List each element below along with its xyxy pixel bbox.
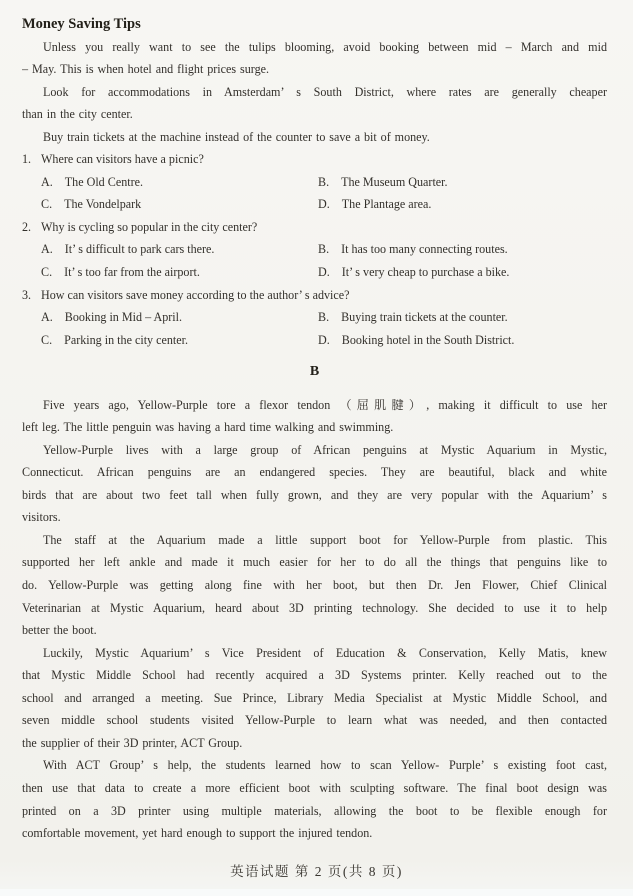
paragraph-line: comfortable movement, yet hard enough to support the injured tendon. <box>22 826 373 841</box>
question-number: 2. <box>22 219 32 234</box>
tips-heading: Money Saving Tips <box>22 16 141 32</box>
options-row <box>22 171 607 194</box>
options-row <box>22 238 607 261</box>
section-b-heading: B <box>309 364 320 380</box>
option-label: C. <box>41 264 53 279</box>
option-label: C. <box>41 332 53 347</box>
option-d <box>318 193 607 216</box>
option-text: The Vondelpark <box>64 197 142 212</box>
option-text: It’ s very cheap to purchase a bike. <box>341 264 510 279</box>
option-d <box>318 329 607 352</box>
paragraph-line: left leg. The little penguin was having a hard time walking and swimming. <box>22 420 394 435</box>
option-label: C. <box>41 197 53 212</box>
option-b <box>318 171 607 194</box>
question-2 <box>22 216 607 239</box>
option-label: D. <box>318 332 330 347</box>
paragraph-line: better the boot. <box>22 623 97 638</box>
options-row <box>22 306 607 329</box>
paragraph-line: printed on a 3D printer using multiple materials, allowing the boot to be flexible enough for <box>22 803 607 818</box>
option-text: It has too many connecting routes. <box>341 242 508 257</box>
options-row <box>22 329 607 352</box>
option-label: B. <box>318 242 330 257</box>
option-label: B. <box>318 174 330 189</box>
paragraph-line: Unless you really want to see the tulips blooming, avoid booking between mid – March and mid <box>43 39 607 54</box>
option-text: It’ s too far from the airport. <box>64 264 200 279</box>
option-c <box>41 329 318 352</box>
option-label: D. <box>318 197 330 212</box>
option-text: Booking in Mid – April. <box>64 310 183 325</box>
paragraph-line: school and arranged a meeting. Sue Prince, Library Media Specialist at Mystic Middle School, and <box>22 690 607 705</box>
paragraph-line: than in the city center. <box>22 107 133 122</box>
paragraph-line: that Mystic Middle School had recently acquired a 3D Systems printer. Kelly reached out to the <box>22 668 607 683</box>
option-text: It’ s difficult to park cars there. <box>64 242 215 257</box>
option-a <box>41 238 318 261</box>
question-text: Why is cycling so popular in the city center? <box>41 219 258 234</box>
paragraph-line: Luckily, Mystic Aquarium’ s Vice President of Education & Conservation, Kelly Matis, knew <box>43 645 607 660</box>
paragraph-line: Look for accommodations in Amsterdam’ s South District, where rates are generally cheaper <box>43 84 607 99</box>
page-footer: 英语试题 第 2 页(共 8 页) <box>230 864 403 879</box>
option-text: The Old Centre. <box>64 174 144 189</box>
paragraph-line: The staff at the Aquarium made a little support boot for Yellow-Purple from plastic. This <box>43 532 607 547</box>
options-row <box>22 193 607 216</box>
option-b <box>318 306 607 329</box>
option-label: A. <box>41 174 53 189</box>
option-a <box>41 306 318 329</box>
option-b <box>318 238 607 261</box>
paragraph-line: Buy train tickets at the machine instead of the counter to save a bit of money. <box>43 129 430 144</box>
paragraph-line: Veterinarian at Mystic Aquarium, heard about 3D printing technology. She decided to use it to help <box>22 600 607 615</box>
option-a <box>41 171 318 194</box>
paragraph-line: birds that are about two feet tall when fully grown, and they are very popular with the Aquarium’ s <box>22 487 607 502</box>
option-label: B. <box>318 310 330 325</box>
option-text: The Plantage area. <box>341 197 432 212</box>
paragraph-line: then use that data to create a more efficient boot with sculpting software. The final boot design was <box>22 780 607 795</box>
paragraph-line: the supplier of their 3D printer, ACT Group. <box>22 735 243 750</box>
option-c <box>41 261 318 284</box>
option-text: Buying train tickets at the counter. <box>341 310 508 325</box>
option-label: D. <box>318 264 330 279</box>
question-1 <box>22 148 607 171</box>
option-label: A. <box>41 310 53 325</box>
option-d <box>318 261 607 284</box>
scan-bottom-edge <box>0 889 633 896</box>
question-text: How can visitors save money according to the author’ s advice? <box>41 287 350 302</box>
option-text: Booking hotel in the South District. <box>341 332 515 347</box>
option-c <box>41 193 318 216</box>
option-text: Parking in the city center. <box>64 332 189 347</box>
paragraph-line: supported her left ankle and made it much easier for her to do all the things that penguins like to <box>22 555 607 570</box>
paragraph-line: Connecticut. African penguins are an endangered species. They are beautiful, black and white <box>22 465 607 480</box>
option-text: The Museum Quarter. <box>341 174 448 189</box>
paragraph-line: do. Yellow-Purple was getting along fine with her boot, but then Dr. Jen Flower, Chief Clinical <box>22 578 607 593</box>
paragraph-line: – May. This is when hotel and flight prices surge. <box>22 62 270 77</box>
paragraph-line: Yellow-Purple lives with a large group of African penguins at Mystic Aquarium in Mystic, <box>43 442 607 457</box>
paragraph-line: With ACT Group’ s help, the students learned how to scan Yellow- Purple’ s existing foot cast, <box>43 758 607 773</box>
option-label: A. <box>41 242 53 257</box>
paragraph-line: visitors. <box>22 510 61 525</box>
question-number: 3. <box>22 287 32 302</box>
question-3 <box>22 284 607 307</box>
options-row <box>22 261 607 284</box>
question-text: Where can visitors have a picnic? <box>41 152 204 167</box>
paragraph-line: Five years ago, Yellow-Purple tore a flexor tendon （屈肌腱）, making it difficult to use her <box>43 397 607 412</box>
paragraph-line: seven middle school students visited Yellow-Purple to learn what was needed, and then contacted <box>22 713 607 728</box>
question-number: 1. <box>22 152 32 167</box>
